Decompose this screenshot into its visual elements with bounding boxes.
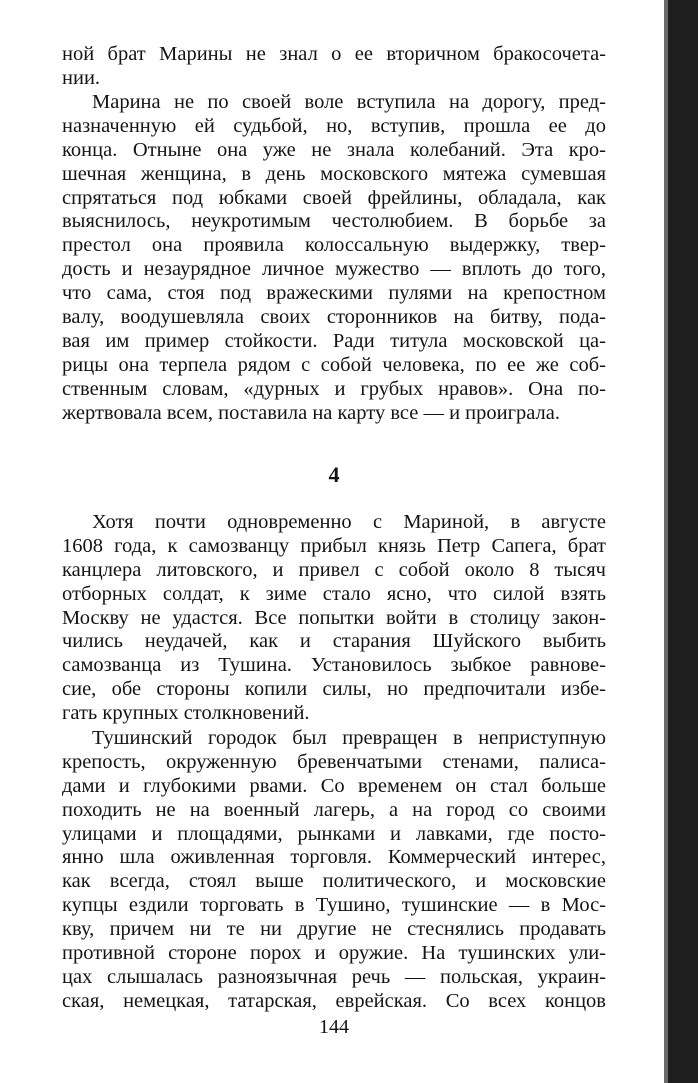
paragraph-sapega [62, 511, 606, 726]
text-line: противной стороне порох и оружие. На тушинских ули- [62, 942, 606, 965]
text-line: ственным словам, «дурных и грубых нравов». Она по- [62, 377, 606, 400]
text-line: отборных солдат, к зиме стало ясно, что силой взять [62, 582, 606, 605]
text-line: купцы ездили торговать в Тушино, тушинские — в Мос- [62, 894, 606, 917]
text-line: нии. [62, 66, 101, 89]
text-line: как всегда, стоял выше политического, и московские [62, 870, 606, 893]
text-line: Хотя почти одновременно с Мариной, в августе [92, 511, 606, 533]
text-line: спрятаться под юбками своей фрейлины, обладала, как [62, 186, 606, 209]
text-line: шечная женщина, в день московского мятежа сумевшая [62, 162, 606, 185]
text-line: престол она проявила колоссальную выдержку, твер- [62, 234, 606, 257]
text-line: улицами и площадями, рынками и лавками, где посто- [62, 822, 606, 845]
text-line: выяснилось, неукротимым честолюбием. В борьбе за [62, 210, 606, 233]
text-line: гать крупных столкновений. [62, 702, 310, 725]
text-line: ной брат Марины не знал о ее вторичном бракосочета- [62, 43, 606, 65]
text-line: походить не на военный лагерь, а на город со своими [62, 798, 606, 821]
text-line: вая им пример стойкости. Ради титула московской ца- [62, 329, 606, 352]
text-line: 1608 года, к самозванцу прибыл князь Петр Сапега, брат [62, 534, 606, 557]
text-line: крепость, окруженную бревенчатыми стенами, палиса- [62, 750, 606, 773]
text-line: цах слышалась разноязычная речь — польская, украин- [62, 965, 606, 988]
page-number: 144 [319, 1016, 349, 1038]
text-line: ская, немецкая, татарская, еврейская. Со всех концов [62, 989, 606, 1012]
text-line: Москву не удастся. Все попытки войти в столицу закон- [62, 606, 606, 629]
text-line: жертвовала всем, поставила на карту все — и проиграла. [62, 401, 561, 424]
text-line: назначенную ей судьбой, но, вступив, прошла ее до [62, 114, 606, 137]
text-line: дами и глубокими рвами. Со временем он стал больше [62, 774, 606, 797]
text-line: Тушинский городок был превращен в неприступную [92, 727, 606, 749]
text-line: канцлера литовского, и привел с собой около 8 тысяч [62, 558, 606, 581]
text-line: самозванца из Тушина. Установилось зыбкое равнове- [62, 654, 606, 677]
page-edge-shadow [668, 0, 698, 1083]
text-line: что сама, стоя под вражескими пулями на крепостном [62, 282, 606, 305]
text-line: рицы она терпела рядом с собой человека, по ее же соб- [62, 353, 606, 376]
text-line: чились неудачей, как и старания Шуйского выбить [62, 630, 606, 653]
paragraph-marina [62, 91, 606, 425]
text-line: Марина не по своей воле вступила на дорогу, пред- [92, 91, 606, 113]
text-line: сие, обе стороны копили силы, но предпочитали избе- [62, 678, 606, 701]
text-line: янно шла оживленная торговля. Коммерческий интерес, [62, 846, 606, 869]
section-number: 4 [328, 462, 340, 487]
paragraph-continuation [62, 43, 606, 91]
paragraph-tushino [62, 727, 606, 1014]
text-line: дость и незаурядное личное мужество — вплоть до того, [62, 258, 606, 281]
text-line: валу, воодушевляла своих сторонников на битву, пода- [62, 306, 606, 329]
text-line: конца. Отныне она уже не знала колебаний. Эта кро- [62, 138, 606, 161]
text-line: кву, причем ни те ни другие не стеснялись продавать [62, 918, 606, 941]
